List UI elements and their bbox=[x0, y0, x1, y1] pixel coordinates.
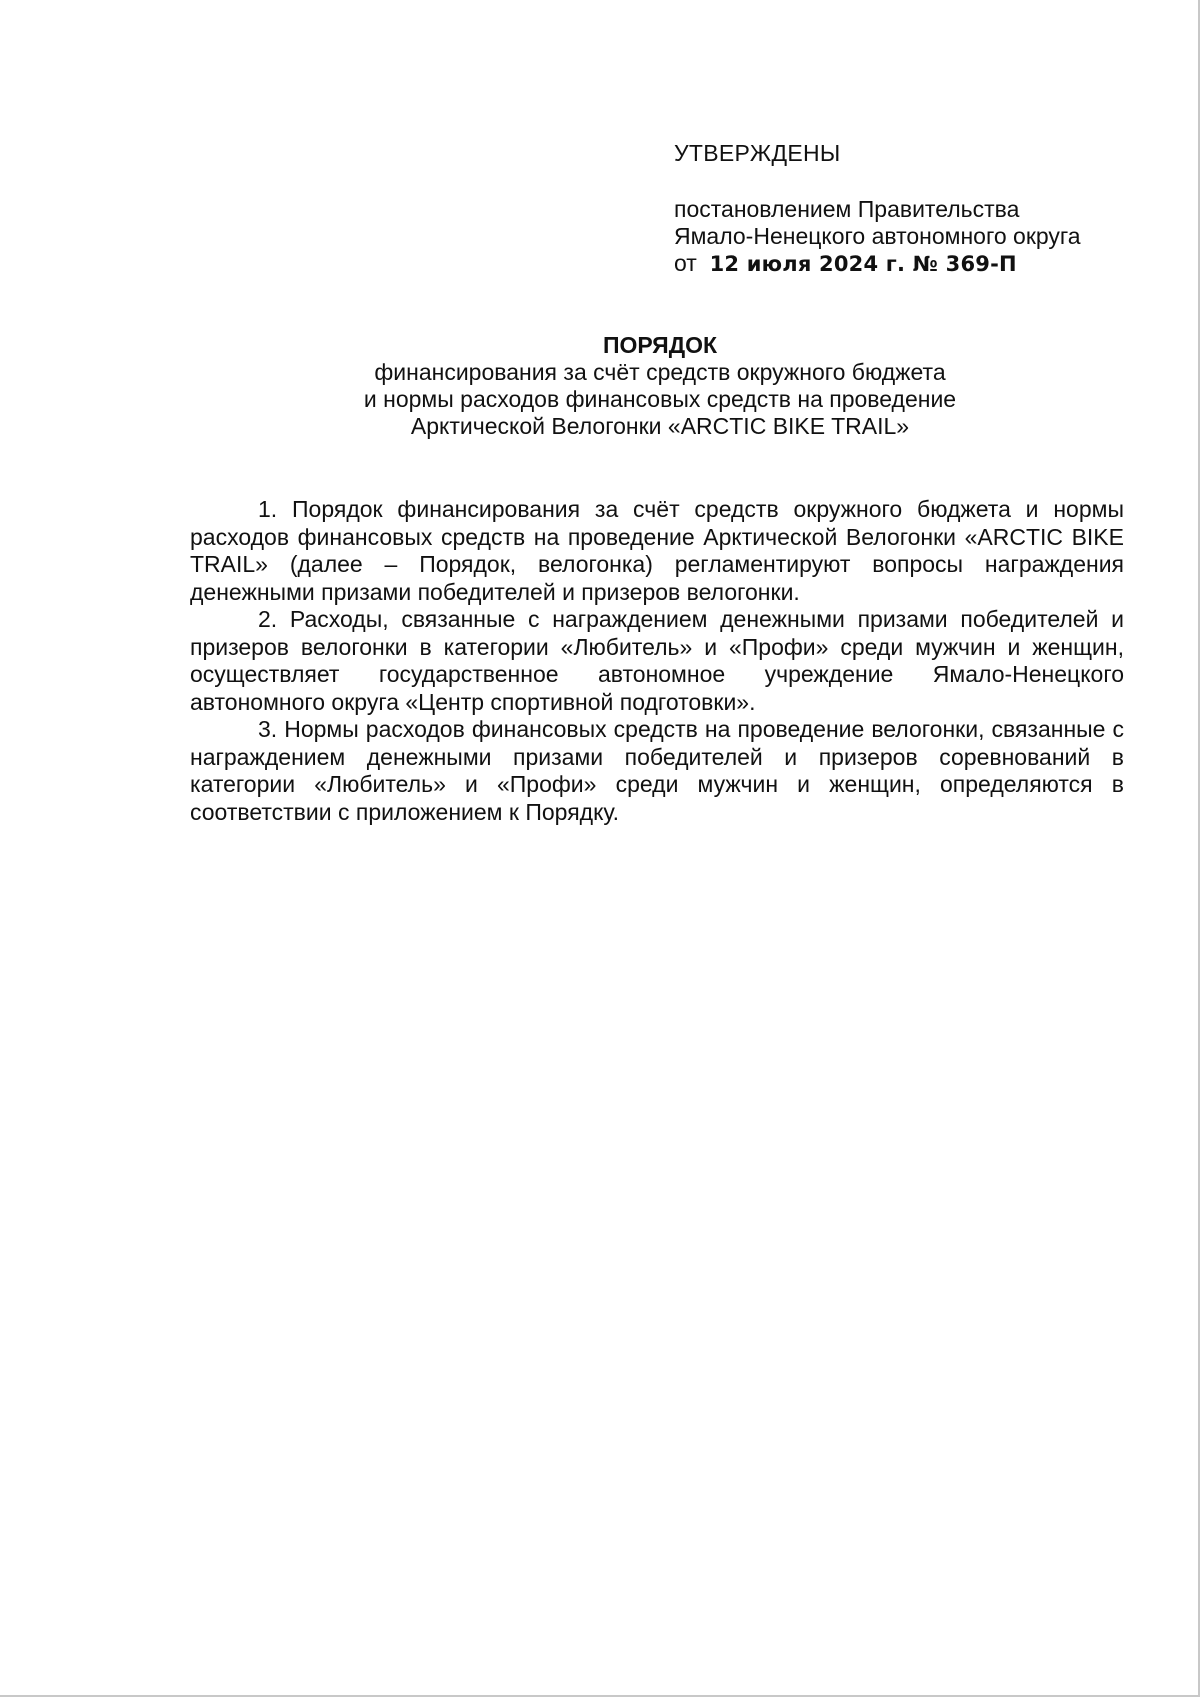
approval-stamp-block bbox=[674, 140, 1154, 278]
document-subtitle-line-1: финансирования за счёт средств окружного бюджета bbox=[374, 359, 946, 385]
paragraph-1: 1. Порядок финансирования за счёт средств окружного бюджета и нормы расходов финансовых средств на проведение Арктической Велогонки «ARCTIC BIKE TRAIL» (далее – Порядок, велогонка) регламентируют вопросы награждения денежными призами победителей и призеров велогонки. bbox=[190, 496, 1124, 605]
document-title-block bbox=[190, 332, 1130, 440]
approval-authority-line-2: Ямало-Ненецкого автономного округа bbox=[674, 223, 1081, 249]
approval-date-line bbox=[674, 250, 1154, 278]
paragraph-3: 3. Нормы расходов финансовых средств на проведение велогонки, связанные с награждением денежными призами победителей и призеров соревнований в категории «Любитель» и «Профи» среди мужчин и женщин, определяются в соответствии с приложением к Порядку. bbox=[190, 716, 1124, 825]
document-title: ПОРЯДОК bbox=[602, 332, 718, 358]
date-prefix: от bbox=[674, 250, 697, 276]
document-body bbox=[190, 496, 1124, 826]
document-subtitle-line-2: и нормы расходов финансовых средств на проведение bbox=[363, 386, 957, 412]
document-subtitle-line-3: Арктической Велогонки «ARCTIC BIKE TRAIL» bbox=[410, 413, 910, 439]
resolution-date-number: 12 июля 2024 г. № 369-П bbox=[709, 252, 1017, 276]
approval-authority-line-1: постановлением Правительства bbox=[674, 196, 1020, 222]
paragraph-2: 2. Расходы, связанные с награждением денежными призами победителей и призеров велогонки в категории «Любитель» и «Профи» среди мужчин и женщин, осуществляет государственное автономное учреждение Ямало-Ненецкого автономного округа «Центр спортивной подготовки». bbox=[190, 606, 1124, 715]
approved-label: УТВЕРЖДЕНЫ bbox=[674, 140, 841, 166]
